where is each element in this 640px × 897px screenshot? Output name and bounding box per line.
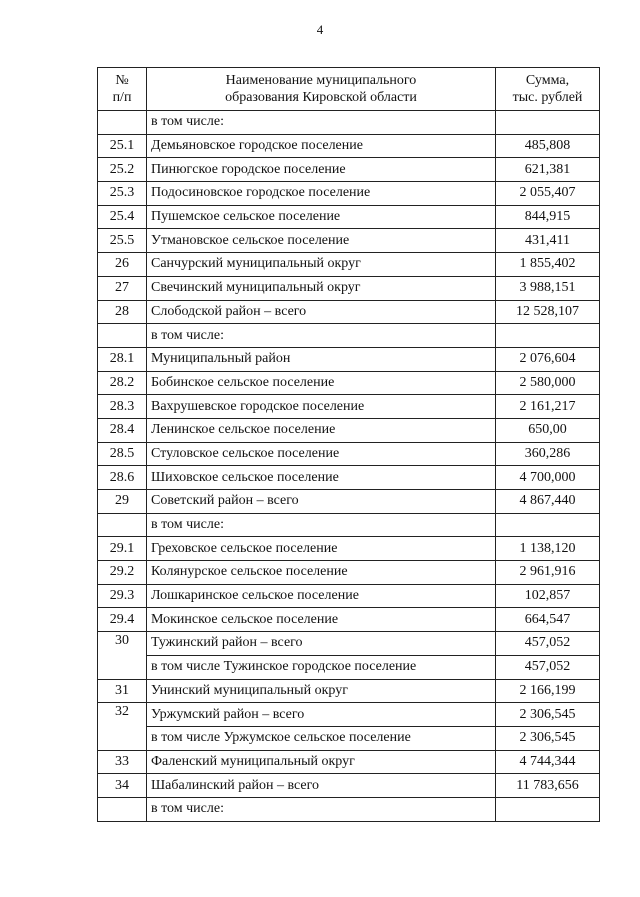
row-name: Слободской район – всего [147,300,496,324]
row-name: Свечинский муниципальный округ [147,276,496,300]
row-sum [496,324,600,348]
table-row [98,253,600,277]
header-number [98,68,147,111]
row-sum: 102,857 [496,584,600,608]
table-row [98,205,600,229]
row-sum: 2 055,407 [496,182,600,206]
table-row [98,418,600,442]
row-number: 26 [98,253,147,277]
row-name: в том числе: [147,513,496,537]
row-number: 28.5 [98,442,147,466]
row-number: 29 [98,490,147,514]
row-number: 33 [98,750,147,774]
row-number [98,111,147,135]
table-row [98,490,600,514]
table-row [98,229,600,253]
header-sum [496,68,600,111]
row-number: 30 [98,632,147,679]
row-number: 25.4 [98,205,147,229]
row-sum: 1 855,402 [496,253,600,277]
row-sum: 2 166,199 [496,679,600,703]
table-row [98,395,600,419]
row-sum: 844,915 [496,205,600,229]
row-number: 29.3 [98,584,147,608]
table-row [98,111,600,135]
table-row [98,347,600,371]
row-name: Колянурское сельское поселение [147,561,496,585]
row-number [98,797,147,821]
table-row-31 [98,679,600,703]
table-row [98,324,600,348]
row-number: 28.3 [98,395,147,419]
row-sum: 431,411 [496,229,600,253]
row-sum [496,111,600,135]
header-name-line1: Наименование муниципального [225,73,417,88]
row-number: 25.2 [98,158,147,182]
table-row [98,134,600,158]
header-number-line2: п/п [112,90,132,105]
row-sum: 2 306,545 [496,703,600,727]
table-row [98,158,600,182]
table-row [98,537,600,561]
row-name: Вахрушевское городское поселение [147,395,496,419]
row-name: Шиховское сельское поселение [147,466,496,490]
row-name: Греховское сельское поселение [147,537,496,561]
row-name: Унинский муниципальный округ [147,679,496,703]
row-number: 28.4 [98,418,147,442]
row-number: 25.3 [98,182,147,206]
row-number: 28 [98,300,147,324]
header-name [147,68,496,111]
row-sum: 360,286 [496,442,600,466]
row-sum: 2 580,000 [496,371,600,395]
row-number: 28.2 [98,371,147,395]
table-row-30b [98,655,600,679]
table-row [98,561,600,585]
row-sum [496,513,600,537]
row-number: 28.1 [98,347,147,371]
row-name: в том числе Тужинское городское поселение [147,655,496,679]
table-row [98,371,600,395]
table-body [98,111,600,632]
row-name: Лошкаринское сельское поселение [147,584,496,608]
row-number: 32 [98,703,147,750]
row-name: Демьяновское городское поселение [147,134,496,158]
row-name: в том числе: [147,111,496,135]
row-name: Фаленский муниципальный округ [147,750,496,774]
row-number: 34 [98,774,147,798]
row-number: 29.1 [98,537,147,561]
row-name: Советский район – всего [147,490,496,514]
table-row [98,774,600,798]
row-number: 25.1 [98,134,147,158]
row-sum: 1 138,120 [496,537,600,561]
table-row [98,797,600,821]
row-name: Муниципальный район [147,347,496,371]
table-row [98,584,600,608]
row-sum: 621,381 [496,158,600,182]
row-name: Бобинское сельское поселение [147,371,496,395]
row-sum: 3 988,151 [496,276,600,300]
table-body-grouped [98,632,600,750]
row-sum: 664,547 [496,608,600,632]
row-number: 31 [98,679,147,703]
row-sum: 4 867,440 [496,490,600,514]
table-row-30a [98,632,600,656]
row-name: Ленинское сельское поселение [147,418,496,442]
row-number [98,324,147,348]
table-row [98,276,600,300]
header-sum-line1: Сумма, [525,73,570,88]
row-name: Утмановское сельское поселение [147,229,496,253]
row-sum: 457,052 [496,655,600,679]
row-name: в том числе: [147,797,496,821]
row-sum [496,797,600,821]
header-name-line2: образования Кировской области [225,90,417,105]
row-number: 29.4 [98,608,147,632]
header-sum-line2: тыс. рублей [512,90,583,105]
table-row [98,608,600,632]
row-name: Тужинский район – всего [147,632,496,656]
table-row [98,513,600,537]
table-row [98,750,600,774]
table-body-tail [98,750,600,821]
table-row [98,466,600,490]
row-name: в том числе: [147,324,496,348]
row-number: 27 [98,276,147,300]
row-sum: 485,808 [496,134,600,158]
row-number: 29.2 [98,561,147,585]
table-row [98,300,600,324]
row-sum: 2 306,545 [496,726,600,750]
row-name: Пинюгское городское поселение [147,158,496,182]
row-name: Шабалинский район – всего [147,774,496,798]
row-sum: 4 744,344 [496,750,600,774]
table-row [98,442,600,466]
row-name: Уржумский район – всего [147,703,496,727]
row-name: Мокинское сельское поселение [147,608,496,632]
row-sum: 4 700,000 [496,466,600,490]
row-sum: 650,00 [496,418,600,442]
table-row-32a [98,703,600,727]
row-sum: 2 961,916 [496,561,600,585]
row-number: 25.5 [98,229,147,253]
page-number: 4 [316,22,324,37]
row-name: Стуловское сельское поселение [147,442,496,466]
row-sum: 2 161,217 [496,395,600,419]
row-sum: 12 528,107 [496,300,600,324]
row-name: в том числе Уржумское сельское поселение [147,726,496,750]
row-name: Пушемское сельское поселение [147,205,496,229]
row-sum: 11 783,656 [496,774,600,798]
row-sum: 2 076,604 [496,347,600,371]
row-name: Подосиновское городское поселение [147,182,496,206]
row-number: 28.6 [98,466,147,490]
table-row-32b [98,726,600,750]
row-number [98,513,147,537]
row-sum: 457,052 [496,632,600,656]
municipal-sums-table [97,67,600,822]
table-row [98,182,600,206]
row-name: Санчурский муниципальный округ [147,253,496,277]
header-number-line1: № [115,73,129,88]
table-header-row [98,68,600,111]
